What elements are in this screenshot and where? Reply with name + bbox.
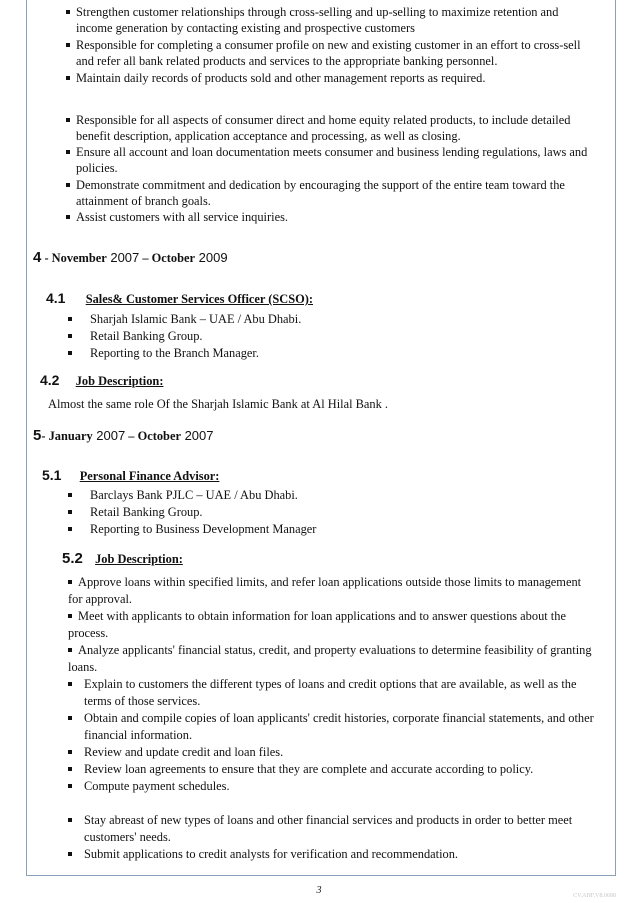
list-item-continuation: policies. (76, 161, 118, 175)
list-item: Review loan agreements to ensure that they are complete and accurate according to policy. (68, 761, 533, 777)
list-item: Stay abreast of new types of loans and other financial services and products in order to better meet (68, 812, 572, 828)
list-item-text: Retail Banking Group. (90, 505, 203, 519)
subsection-4-2-text: Almost the same role Of the Sharjah Islamic Bank at Al Hilal Bank . (48, 397, 388, 411)
bullet-square-icon (68, 648, 72, 652)
to-month: October (151, 251, 196, 265)
bullet-square-icon (66, 76, 70, 80)
list-item: Meet with applicants to obtain information for loan applications and to answer questions about the (68, 608, 566, 624)
bullet-square-icon (68, 818, 72, 822)
to-month: October (137, 429, 181, 443)
list-item-text: Reporting to the Branch Manager. (90, 346, 259, 360)
bullet-square-icon (68, 580, 72, 584)
heading-dash: - (41, 429, 49, 443)
bullet-square-icon (68, 527, 72, 531)
from-year: 2007 (106, 250, 140, 265)
list-item: Demonstrate commitment and dedication by encouraging the support of the entire team toward the (66, 177, 565, 193)
subsection-4-2-heading (40, 372, 163, 389)
bullet-square-icon (66, 43, 70, 47)
bullet-square-icon (68, 767, 72, 771)
list-item-continuation: customers' needs. (84, 830, 171, 844)
bullet-square-icon (68, 716, 72, 720)
subsection-title: Job Description: (95, 552, 183, 566)
list-item-continuation: for approval. (68, 592, 132, 606)
list-item-continuation: benefit description, application acceptance and processing, as well as closing. (76, 129, 461, 143)
subsection-5-1-heading (42, 467, 219, 484)
bullet-square-icon (68, 493, 72, 497)
bullet-square-icon (68, 351, 72, 355)
list-item: Obtain and compile copies of loan applicants' credit histories, corporate financial statements, and other (68, 710, 594, 726)
section-5-heading (33, 428, 214, 444)
list-item-continuation: process. (68, 626, 109, 640)
list-item: Maintain daily records of products sold and other management reports as required. (66, 70, 485, 86)
page-number: 3 (316, 885, 322, 896)
list-item: Ensure all account and loan documentation meets consumer and business lending regulations, laws and (66, 144, 587, 160)
subsection-4-1-list (68, 311, 301, 362)
list-item-text: Sharjah Islamic Bank – UAE / Abu Dhabi. (90, 312, 302, 326)
list-item: Responsible for completing a consumer profile on new and existing customer in an effort to cross-sell (66, 37, 581, 53)
list-item: Submit applications to credit analysts for verification and recommendation. (68, 846, 458, 862)
list-item-continuation: and refer all bank related products and services to the appropriate banking personnel. (76, 54, 498, 68)
footer-mark: CV.AHF.V8.0688 (573, 893, 616, 899)
subsection-5-1-list (68, 487, 316, 538)
section-number: 5 (33, 427, 42, 444)
bullet-square-icon (68, 317, 72, 321)
list-item (68, 311, 301, 328)
from-month: November (51, 251, 107, 265)
bullet-square-icon (68, 852, 72, 856)
list-item (68, 328, 301, 345)
list-item: Explain to customers the different types of loans and credit options that are available, as well as the (68, 676, 577, 692)
subsection-title: Sales& Customer Services Officer (SCSO): (85, 292, 314, 306)
bullet-square-icon (68, 682, 72, 686)
list-item (68, 521, 316, 538)
heading-dash: - (41, 251, 52, 265)
list-item: Strengthen customer relationships through cross-selling and up-selling to maximize retention and (66, 4, 558, 20)
from-year: 2007 (92, 428, 126, 443)
list-item-continuation: terms of those services. (84, 694, 201, 708)
list-item-continuation: loans. (68, 660, 98, 674)
bullet-square-icon (68, 510, 72, 514)
list-item-continuation: attainment of branch goals. (76, 194, 211, 208)
section-4-heading (33, 250, 228, 266)
list-item (68, 487, 316, 504)
subsection-5-2-heading (62, 551, 183, 567)
bullet-square-icon (66, 183, 70, 187)
list-item (68, 504, 316, 521)
bullet-square-icon (68, 784, 72, 788)
list-item: Compute payment schedules. (68, 778, 230, 794)
section-number: 4 (33, 249, 42, 266)
bullet-square-icon (68, 750, 72, 754)
to-year: 2009 (195, 250, 228, 265)
list-item-text: Reporting to Business Development Manager (90, 522, 317, 536)
subsection-title: Job Description: (75, 374, 164, 388)
list-item (68, 345, 301, 362)
list-item-continuation: financial information. (84, 728, 193, 742)
date-separator: – (139, 251, 152, 265)
bullet-square-icon (66, 118, 70, 122)
list-item: Analyze applicants' financial status, credit, and property evaluations to determine feasibility of granting (68, 642, 592, 658)
subsection-title: Personal Finance Advisor: (79, 469, 220, 483)
bullet-square-icon (66, 150, 70, 154)
subsection-number: 5.2 (62, 550, 83, 567)
list-item-text: Barclays Bank PJLC – UAE / Abu Dhabi. (90, 488, 298, 502)
bullet-square-icon (66, 215, 70, 219)
list-item: Assist customers with all service inquiries. (66, 209, 288, 225)
list-item-continuation: income generation by contacting existing and prospective customers (76, 21, 415, 35)
to-year: 2007 (180, 428, 214, 443)
list-item: Approve loans within specified limits, and refer loan applications outside those limits to management (68, 574, 581, 590)
subsection-number: 5.1 (42, 467, 62, 483)
bullet-square-icon (68, 614, 72, 618)
list-item: Review and update credit and loan files. (68, 744, 283, 760)
bullet-square-icon (66, 10, 70, 14)
subsection-number: 4.2 (40, 372, 60, 388)
from-month: January (48, 429, 93, 443)
subsection-4-1-heading (46, 290, 313, 307)
list-item: Responsible for all aspects of consumer direct and home equity related products, to include detailed (66, 112, 570, 128)
subsection-number: 4.1 (46, 290, 66, 306)
bullet-square-icon (68, 334, 72, 338)
list-item-text: Retail Banking Group. (90, 329, 203, 343)
date-separator: – (125, 429, 138, 443)
